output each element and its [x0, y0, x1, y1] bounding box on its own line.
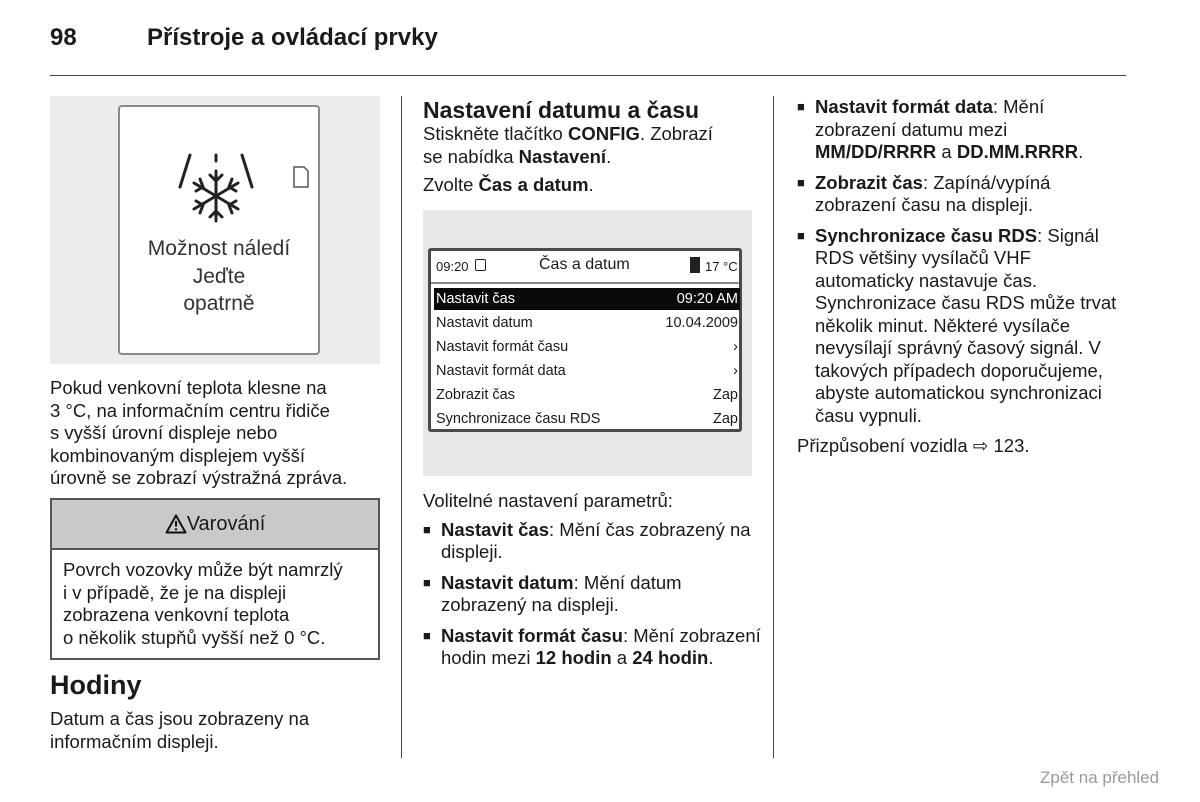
- warning-message: [120, 235, 318, 318]
- warning-line: Jeďte: [192, 264, 246, 288]
- menu-row-set-date: [434, 312, 740, 334]
- chapter-title: Přístroje a ovládací prvky: [147, 24, 438, 51]
- display-frame: [118, 105, 320, 355]
- header-divider: [50, 75, 1126, 76]
- text-line: úrovně se zobrazí výstražná zpráva.: [50, 467, 348, 488]
- menu-row-rds-sync: [434, 408, 740, 430]
- text-line: 3 °C, na informačním centru řidiče: [50, 399, 330, 421]
- text: a: [936, 141, 957, 162]
- option-value: DD.MM.RRRR: [956, 141, 1079, 162]
- text-line: [423, 174, 763, 197]
- list-item: [797, 172, 1127, 217]
- text: se nabídka: [423, 145, 519, 167]
- text-line: [423, 123, 763, 146]
- menu-row-show-time: [434, 384, 740, 406]
- clock-paragraph: [50, 708, 390, 753]
- warning-box: [50, 498, 380, 660]
- menu-row-time-format: [434, 336, 740, 358]
- ref-text: Přizpůsobení vozidla: [797, 435, 973, 456]
- config-button-ref: CONFIG: [567, 123, 640, 144]
- display-time: 09:20: [436, 259, 469, 274]
- display-status-bar: [431, 251, 739, 284]
- text: .: [1078, 141, 1084, 162]
- warning-triangle-icon: [165, 514, 187, 534]
- arrow-right-icon: ⇨: [972, 435, 989, 456]
- row-label: Nastavit datum: [436, 315, 533, 331]
- warning-body: [52, 550, 378, 649]
- warning-header: [52, 500, 378, 550]
- row-label: Nastavit formát času: [436, 339, 569, 355]
- text: a: [611, 647, 633, 668]
- time-date-menu-ref: Čas a datum: [478, 174, 589, 195]
- row-label: Zobrazit čas: [436, 387, 515, 403]
- options-list-section: [423, 490, 763, 678]
- display-screenshot: [423, 210, 752, 476]
- text: Zvolte: [423, 174, 479, 195]
- options-intro: Volitelné nastavení parametrů:: [423, 490, 673, 511]
- row-value: Zap: [713, 387, 738, 403]
- option-term: Zobrazit čas: [815, 171, 923, 193]
- options-list: [423, 519, 763, 670]
- text-line: s vyšší úrovní displeje nebo: [50, 422, 278, 443]
- row-value: 10.04.2009: [665, 315, 738, 331]
- text-line: Povrch vozovky může být namrzlý: [63, 559, 343, 580]
- display-screen: [428, 248, 742, 432]
- list-item: [423, 519, 763, 564]
- row-label: Nastavit čas: [436, 291, 515, 307]
- thermometer-icon: [690, 257, 700, 273]
- option-value: MM/DD/RRRR: [815, 141, 937, 162]
- option-desc: : Signál RDS většiny vysílačů VHF automaticky nastavuje čas. Synchronizace času RDS může trvat několik minut. Některé vysílače nevysílají správný časový signál. V takových případech doporučujeme, abyste automatickou synchronizaci času vypnuli.: [815, 224, 1117, 426]
- ice-warning-illustration: [50, 96, 380, 364]
- text: .: [708, 647, 714, 668]
- back-to-overview-link[interactable]: Zpět na přehled: [1040, 768, 1160, 787]
- text-line: i v případě, že je na displeji: [63, 581, 287, 603]
- option-value: 24 hodin: [632, 647, 709, 668]
- option-desc: : Mění zobrazení datumu mezi: [815, 96, 1045, 140]
- intro-paragraph: [423, 123, 763, 197]
- list-item: [797, 225, 1127, 428]
- list-item: [797, 96, 1127, 164]
- section-heading-clock: Hodiny: [50, 670, 142, 700]
- document-icon: [292, 165, 310, 189]
- option-term: Synchronizace času RDS: [815, 224, 1038, 246]
- list-item: [423, 572, 763, 617]
- column-three: [797, 96, 1127, 458]
- text-line: o několik stupňů vyšší než 0 °C.: [63, 626, 326, 648]
- row-label: Synchronizace času RDS: [436, 411, 601, 427]
- settings-menu-ref: Nastavení: [518, 145, 607, 167]
- ref-page: 123.: [988, 435, 1030, 456]
- row-label: Nastavit formát data: [436, 363, 566, 379]
- chevron-right-icon: ›: [733, 339, 738, 355]
- warning-title: Varování: [186, 512, 266, 535]
- warning-line: Možnost náledí: [147, 237, 291, 260]
- page-number: 98: [50, 24, 77, 51]
- text-line: [423, 146, 763, 169]
- text-line: kombinovaným displejem vyšší: [50, 444, 305, 466]
- row-value: Zap: [713, 411, 738, 427]
- page-header: [50, 24, 1126, 54]
- clock-icon: [475, 259, 486, 271]
- option-desc: : Mění datum zobrazený na displeji.: [441, 571, 682, 615]
- option-value: 12 hodin: [535, 647, 612, 668]
- option-term: Nastavit datum: [441, 571, 574, 593]
- text-line: informačním displeji.: [50, 730, 219, 752]
- option-term: Nastavit formát času: [441, 624, 623, 646]
- option-desc: : Mění zobrazení hodin mezi: [441, 624, 761, 668]
- row-value: 09:20 AM: [676, 291, 738, 307]
- chevron-right-icon: ›: [733, 363, 738, 379]
- temperature-paragraph: [50, 377, 390, 490]
- option-term: Nastavit čas: [441, 518, 549, 540]
- menu-row-date-format: [434, 360, 740, 382]
- text: .: [588, 174, 594, 195]
- text: . Zobrazí: [639, 123, 713, 144]
- option-term: Nastavit formát data: [815, 96, 993, 117]
- text-line: Datum a čas jsou zobrazeny na: [50, 708, 310, 729]
- display-temperature: 17 °C: [705, 259, 738, 274]
- column-divider: [401, 96, 402, 758]
- section-heading-date-time: Nastavení datumu a času: [423, 97, 700, 123]
- options-list: [797, 96, 1127, 427]
- display-title: Čas a datum: [539, 256, 630, 273]
- warning-line: opatrně: [183, 292, 255, 315]
- option-desc: : Mění čas zobrazený na displeji.: [441, 518, 751, 562]
- list-item: [423, 625, 763, 670]
- cross-reference[interactable]: [797, 435, 1127, 458]
- text: .: [606, 145, 612, 167]
- snowflake-road-warning-icon: [176, 151, 256, 227]
- menu-row-set-time: [434, 288, 740, 310]
- text-line: Pokud venkovní teplota klesne na: [50, 377, 327, 398]
- text: Stiskněte tlačítko: [423, 123, 568, 144]
- column-divider: [773, 96, 774, 758]
- text-line: zobrazena venkovní teplota: [63, 604, 290, 625]
- option-desc: : Zapíná/vypíná zobrazení času na displeji.: [815, 171, 1051, 215]
